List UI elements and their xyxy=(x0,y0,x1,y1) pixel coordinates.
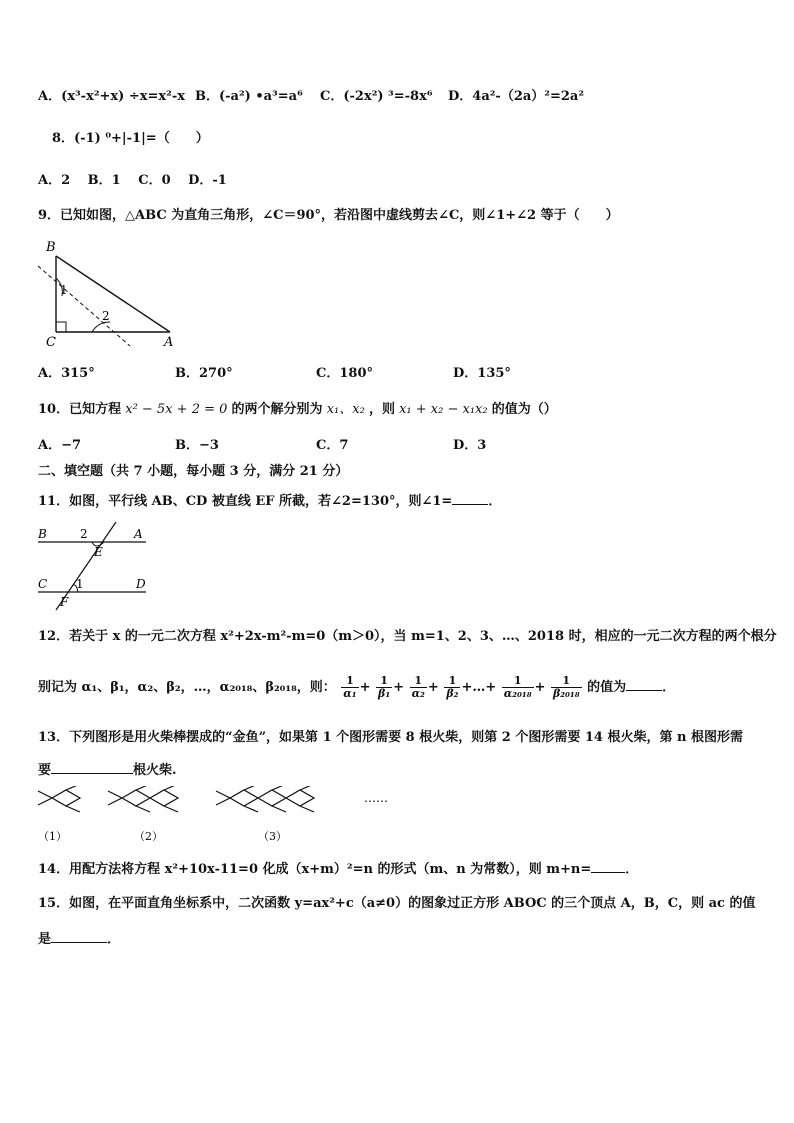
q11-text: 11．如图，平行线 AB、CD 被直线 EF 所截，若∠2=130°，则∠1= xyxy=(38,494,453,509)
q10-option-b: B．−3 xyxy=(175,438,219,453)
q7-option-a: A．(x³-x²+x) ÷x=x²-x xyxy=(38,89,185,104)
q11-angle-2: 2 xyxy=(80,527,88,541)
q10-option-c: C．7 xyxy=(316,438,349,453)
q10-roots: x₁、x₂ xyxy=(326,402,365,417)
q9-option-d: D．135° xyxy=(453,366,511,381)
q9-angle-1: 1 xyxy=(60,283,68,297)
q7-option-b: B．(-a²) •a³=a⁶ xyxy=(195,89,303,104)
q14-stem: 14．用配方法将方程 x²+10x-11=0 化成（x+m）²=n 的形式（m、n 为常数），则 m+n= ． xyxy=(38,858,638,879)
q10-mid2: ，则 xyxy=(368,402,395,417)
q14-answer-blank[interactable] xyxy=(591,858,625,873)
q8-stem: 8．(-1) ⁰+|-1|=（ ） xyxy=(52,131,209,146)
q11-parallel-lines-figure xyxy=(32,520,152,612)
q12-frac-2: $\frac{1}{\text{β₁}}$ xyxy=(378,674,391,700)
q13-line-1: 13．下列图形是用火柴棒摆成的“金鱼”，如果第 1 个图形需要 8 根火柴，则第 2 个图形需要 14 根火柴，第 n 根图形需 xyxy=(38,730,743,745)
q12-frac-5: $\frac{1}{\text{α₂₀₁₈}}$ xyxy=(503,674,532,700)
q8-options: A．2 B．1 C．0 D．-1 xyxy=(38,173,227,188)
q12-line-1: 12．若关于 x 的一元二次方程 x²+2x-m²-m=0（m＞0），当 m=1、2、3、…、2018 时，相应的一元二次方程的两个根分 xyxy=(38,629,777,644)
q10-equation: x² − 5x + 2 = 0 xyxy=(125,402,228,417)
q7-option-c: C．(-2x²) ³=-8x⁶ xyxy=(320,89,433,104)
q9-label-b: B xyxy=(46,240,56,255)
q12-line2-pre: 别记为 α₁、β₁，α₂、β₂，…，α₂₀₁₈、β₂₀₁₈，则： xyxy=(38,680,336,695)
section-2-header: 二、填空题（共 7 小题，每小题 3 分，满分 21 分） xyxy=(38,464,349,479)
q10-post: 的值为（） xyxy=(491,402,557,417)
q11-label-e: E xyxy=(94,545,103,559)
q15-line-1: 15．如图，在平面直角坐标系中，二次函数 y=ax²+c（a≠0）的图象过正方形 ABOC 的三个顶点 A，B，C，则 ac 的值 xyxy=(38,896,756,911)
q10-pre: 10．已知方程 xyxy=(38,402,122,417)
q11-label-d: D xyxy=(136,577,146,591)
q13-label-2: （2） xyxy=(134,830,163,843)
q13-line-2: 要 根火柴. xyxy=(38,759,177,780)
q15-answer-blank[interactable] xyxy=(51,928,107,943)
q13-fish-figures xyxy=(36,786,396,846)
q12-frac-1: $\frac{1}{\text{α₁}}$ xyxy=(343,674,357,700)
q9-option-c: C．180° xyxy=(316,366,373,381)
q11-label-a: A xyxy=(134,527,143,541)
q9-label-a: A xyxy=(164,335,174,350)
q12-frac-3: $\frac{1}{\text{α₂}}$ xyxy=(411,674,425,700)
q9-label-c: C xyxy=(46,335,56,350)
q11-label-b: B xyxy=(38,527,47,541)
q11-stem xyxy=(38,490,501,511)
q10-option-d: D．3 xyxy=(453,438,487,453)
q9-angle-2: 2 xyxy=(102,309,110,323)
q13-label-1: （1） xyxy=(38,830,67,843)
q10-mid: 的两个解分别为 xyxy=(231,402,323,417)
q11-answer-blank[interactable] xyxy=(452,490,488,505)
q12-line2-post: 的值为 xyxy=(587,680,627,695)
q13-ellipsis: …… xyxy=(364,791,388,805)
q7-option-d: D．4a²-（2a）²=2a² xyxy=(448,89,585,104)
q9-triangle-figure xyxy=(30,236,190,351)
q12-answer-blank[interactable] xyxy=(626,676,662,691)
q11-label-f: F xyxy=(60,595,69,609)
q13-answer-blank[interactable] xyxy=(51,759,133,774)
q9-option-b: B．270° xyxy=(175,366,233,381)
q11-angle-1: 1 xyxy=(76,577,84,591)
q9-stem: 9．已知如图，△ABC 为直角三角形，∠C＝90°，若沿图中虚线剪去∠C，则∠1+∠2 等于（ ） xyxy=(38,208,619,223)
q11-label-c: C xyxy=(38,577,48,591)
q10-expression: x₁ + x₂ − x₁x₂ xyxy=(399,402,488,417)
q9-option-a: A．315° xyxy=(38,366,95,381)
q12-frac-6: $\frac{1}{\text{β₂₀₁₈}}$ xyxy=(552,674,580,700)
q12-frac-4: $\frac{1}{\text{β₂}}$ xyxy=(446,674,459,700)
q11-end: ． xyxy=(488,494,502,509)
q15-line-2: 是 ． xyxy=(38,928,120,949)
q10-stem xyxy=(38,401,557,419)
q13-label-3: （3） xyxy=(258,830,287,843)
q10-option-a: A．−7 xyxy=(38,438,82,453)
q12-line-2: 别记为 α₁、β₁，α₂、β₂，…，α₂₀₁₈、β₂₀₁₈，则： $\frac{1}{\text{α₁}}$ + $\frac{1}{\text{β₁}}$ + $\frac{1}{\text{α₂}}$ + $\frac{1}{\text{β₂}}$ +…+ $\frac{1}{\text{α₂₀₁₈}}$ + $\frac{1}{\text{β₂₀₁₈}}$ 的值为 ． xyxy=(38,674,676,700)
